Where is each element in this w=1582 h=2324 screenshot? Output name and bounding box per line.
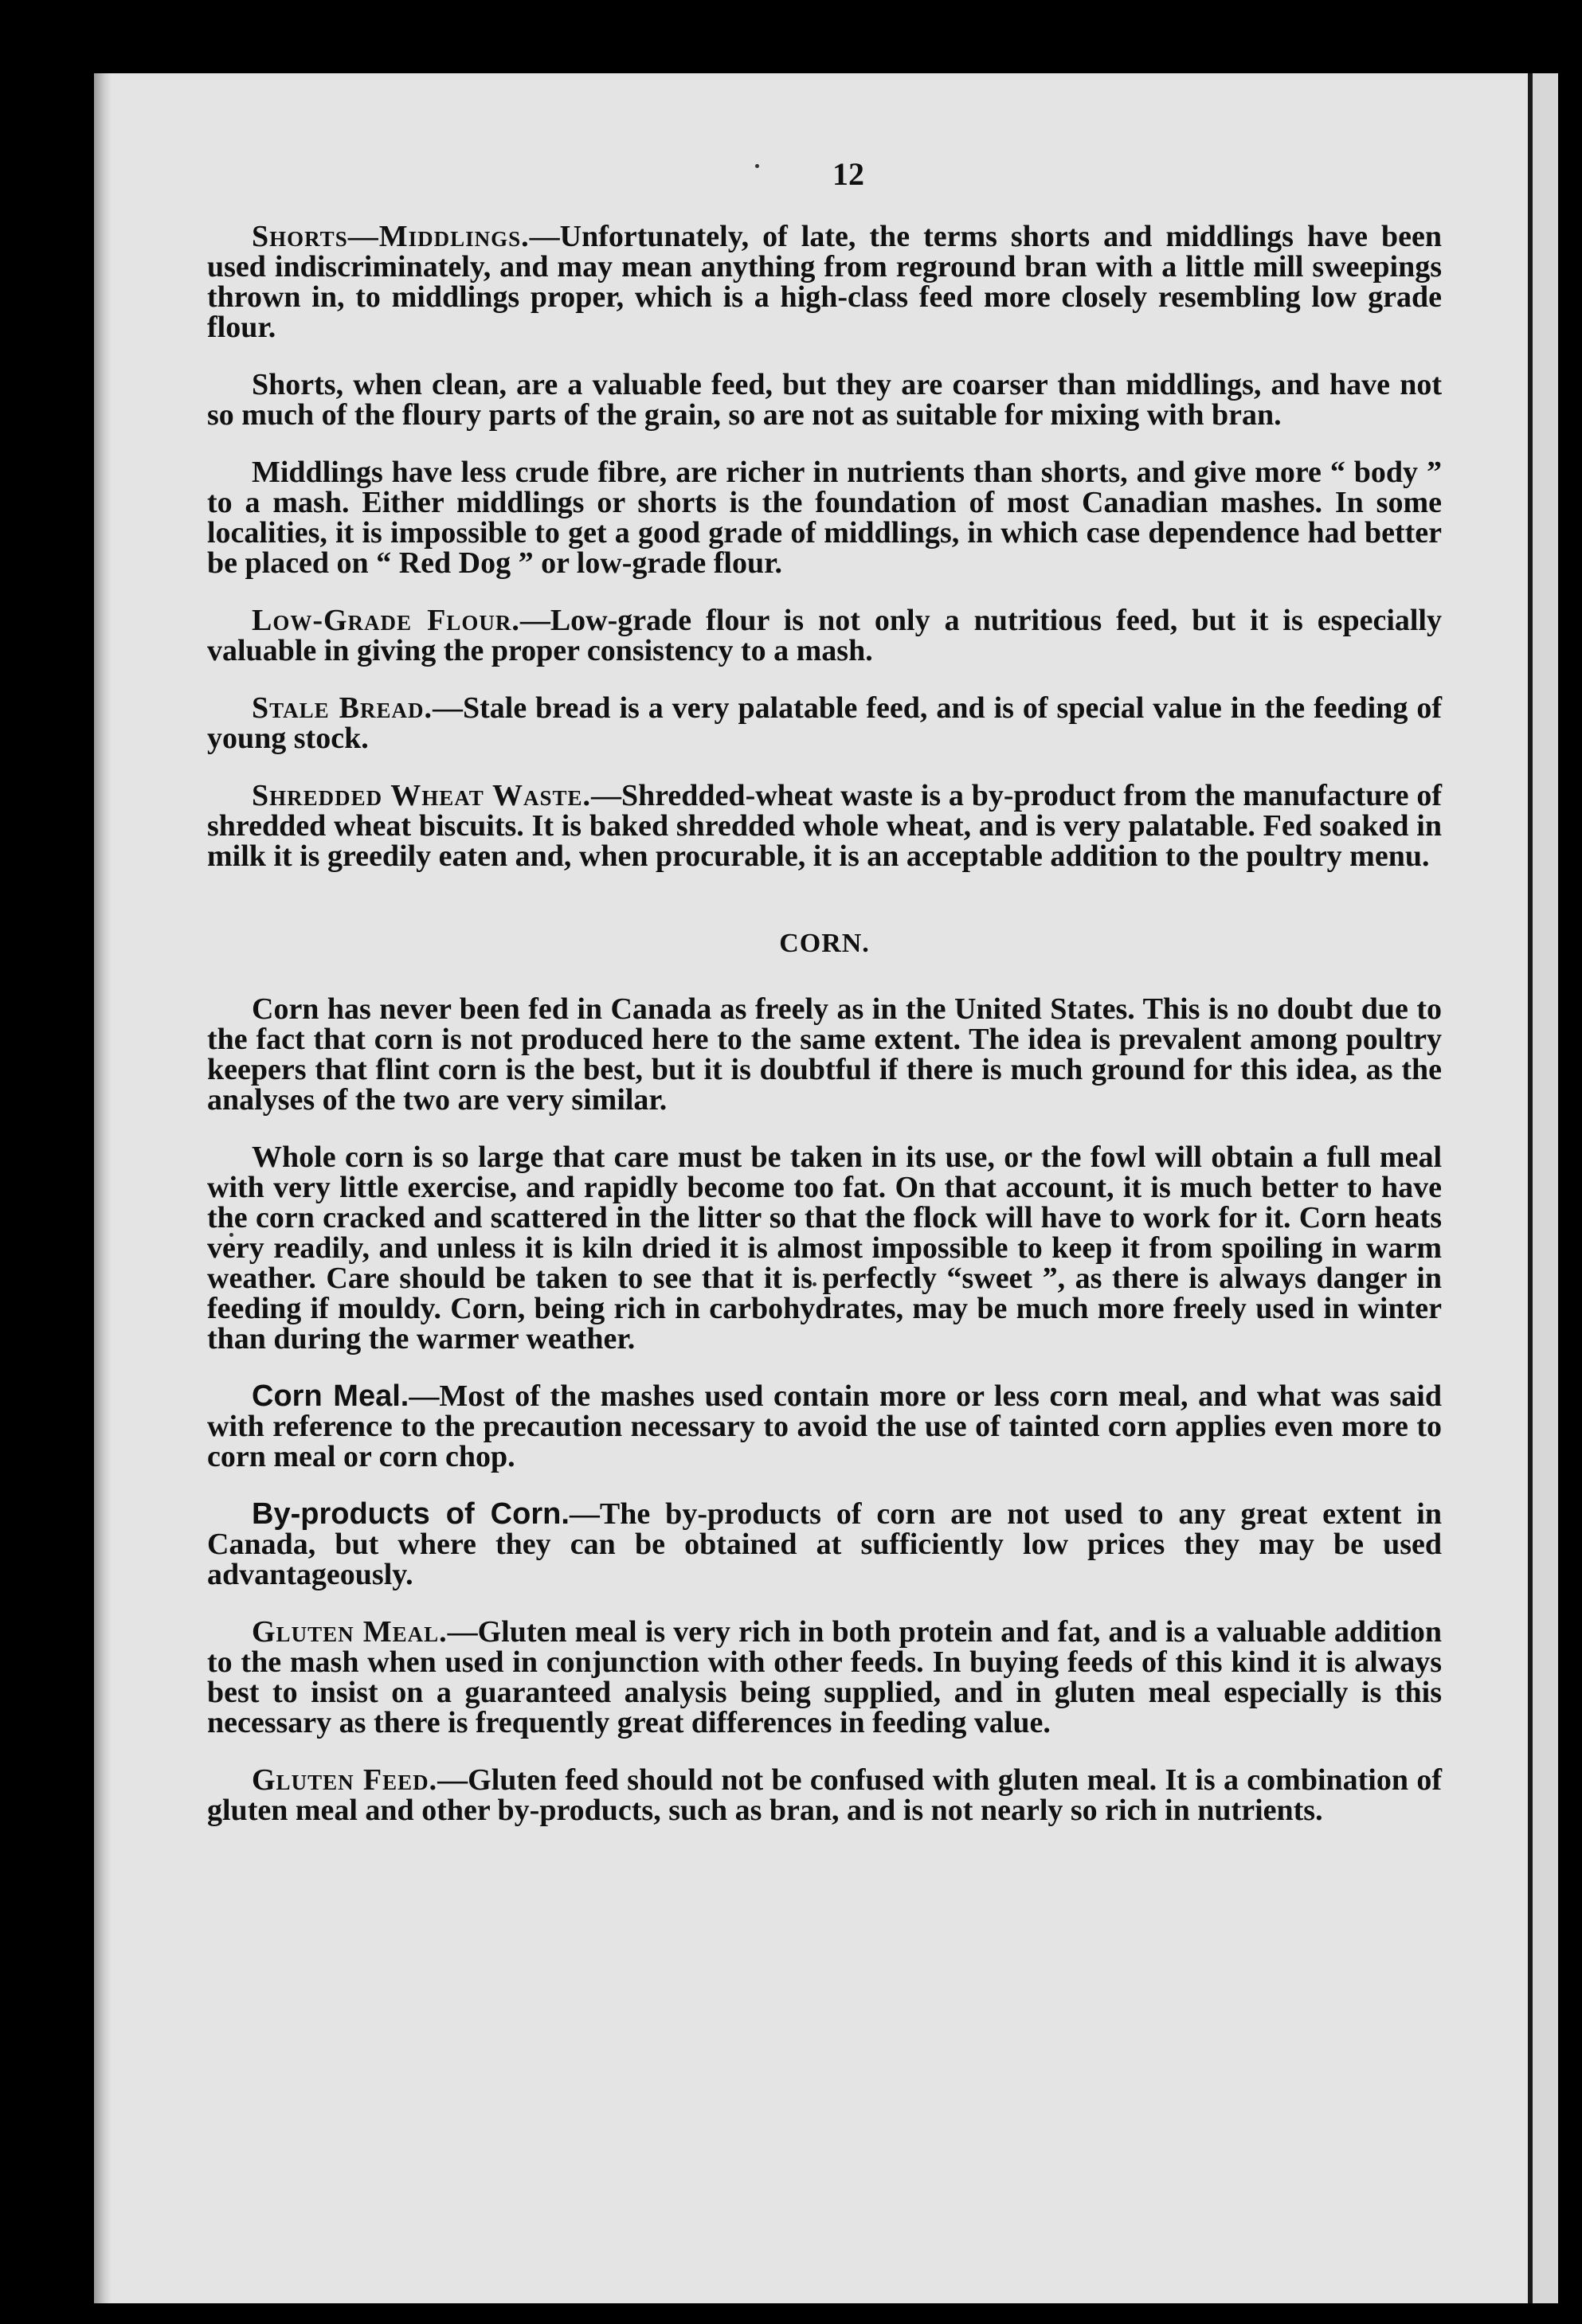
paragraph-text: —Unfortunately, of late, the terms shorts and middlings have been used indiscriminately, and may mean anything from reground bran with a little mill sweepings thrown in, to middlings proper, which is a high-class feed more closely resembling low grade flour. bbox=[207, 220, 1442, 344]
paragraph-corn-intro bbox=[207, 994, 1442, 1115]
paragraph-text: —Shredded-wheat waste is a by-product from the manufacture of shredded wheat biscuits. It is baked shredded whole wheat, and is very palatable. Fed soaked in milk it is greedily eaten and, when procurable, it is an acceptable addition to the poultry menu. bbox=[207, 779, 1442, 873]
paragraph-text: Middlings have less crude fibre, are richer in nutrients than shorts, and give more “ body ” to a mash. Either middlings or shorts is the foundation of most Canadian mashes. In some localities, it is impossible to get a good grade of middlings, in which case dependence had better be placed on “ Red Dog ” or low-grade flour. bbox=[207, 456, 1442, 580]
paragraph-whole-corn bbox=[207, 1142, 1442, 1354]
paragraph-shorts bbox=[207, 370, 1442, 430]
paragraph-gluten-feed bbox=[207, 1765, 1442, 1825]
run-in-heading: Gluten Meal. bbox=[252, 1615, 448, 1649]
paragraph-stale-bread bbox=[207, 693, 1442, 753]
run-in-heading: Shredded Wheat Waste. bbox=[252, 779, 591, 812]
paragraph-text: Corn has never been fed in Canada as freely as in the United States. This is no doubt due to the fact that corn is not produced here to the same extent. The idea is prevalent among poultry keepers that flint corn is the best, but it is doubtful if there is much ground for this idea, as the analyses of the two are very similar. bbox=[207, 992, 1442, 1117]
paragraph-shorts-middlings bbox=[207, 221, 1442, 342]
run-in-heading: Shorts—Middlings. bbox=[252, 220, 530, 253]
section-heading-corn: CORN. bbox=[779, 929, 870, 958]
paragraph-by-products-corn bbox=[207, 1499, 1442, 1590]
page-binding-edge bbox=[94, 73, 112, 2303]
page-number: 12 bbox=[832, 156, 864, 192]
paragraph-text: —Stale bread is a very palatable feed, and is of special value in the feeding of young stock. bbox=[207, 691, 1442, 755]
paragraph-text: —The by-products of corn are not used to any great extent in Canada, but where they can be obtained at sufficiently low prices they may be used advantageously. bbox=[207, 1497, 1443, 1591]
paragraph-middlings bbox=[207, 457, 1442, 578]
facing-page-edge bbox=[1528, 73, 1558, 2303]
run-in-heading: Stale Bread. bbox=[252, 691, 433, 725]
page-text bbox=[207, 156, 1443, 1853]
run-in-heading: Low-Grade Flour. bbox=[252, 604, 520, 637]
paragraph-text: —Low-grade flour is not only a nutritious feed, but it is especially valuable in giving the proper consistency to a mash. bbox=[207, 604, 1442, 667]
paragraph-text: —Most of the mashes used contain more or less corn meal, and what was said with reference to the precaution necessary to avoid the use of tainted corn applies even more to corn meal or corn chop. bbox=[207, 1379, 1442, 1473]
paragraph-corn-meal bbox=[207, 1381, 1442, 1472]
run-in-heading: By-products of Corn. bbox=[252, 1497, 570, 1531]
paragraph-text: Shorts, when clean, are a valuable feed, but they are coarser than middlings, and have not so much of the floury parts of the grain, so are not as suitable for mixing with bran. bbox=[207, 368, 1442, 432]
run-in-heading: Corn Meal. bbox=[252, 1379, 409, 1413]
paragraph-text: —Gluten meal is very rich in both protein and fat, and is a valuable addition to the mash when used in conjunction with other feeds. In buying feeds of this kind it is always best to insist on a guaranteed analysis being supplied, and in gluten meal especially is this necessary as there is frequently great differences in feeding value. bbox=[207, 1615, 1443, 1739]
paragraph-shredded-wheat-waste bbox=[207, 781, 1442, 871]
paragraph-text: —Gluten feed should not be confused with gluten meal. It is a combination of gluten meal and other by-products, such as bran, and is not nearly so rich in nutrients. bbox=[207, 1763, 1442, 1827]
paragraph-low-grade-flour bbox=[207, 605, 1442, 666]
run-in-heading: Gluten Feed. bbox=[252, 1763, 438, 1797]
paragraph-gluten-meal bbox=[207, 1617, 1442, 1738]
paragraph-text: Whole corn is so large that care must be taken in its use, or the fowl will obtain a full meal with very little exercise, and rapidly become too fat. On that account, it is much better to have the corn cracked and scattered in the litter so that the flock will have to work for it. Corn heats very readily, and unless it is kiln dried it is almost impossible to keep it from spoiling in warm weather. Care should be taken to see that it is perfectly “sweet ”, as there is always danger in feeding if mouldy. Corn, being rich in carbohydrates, may be much more freely used in winter than during the warmer weather. bbox=[207, 1140, 1442, 1356]
